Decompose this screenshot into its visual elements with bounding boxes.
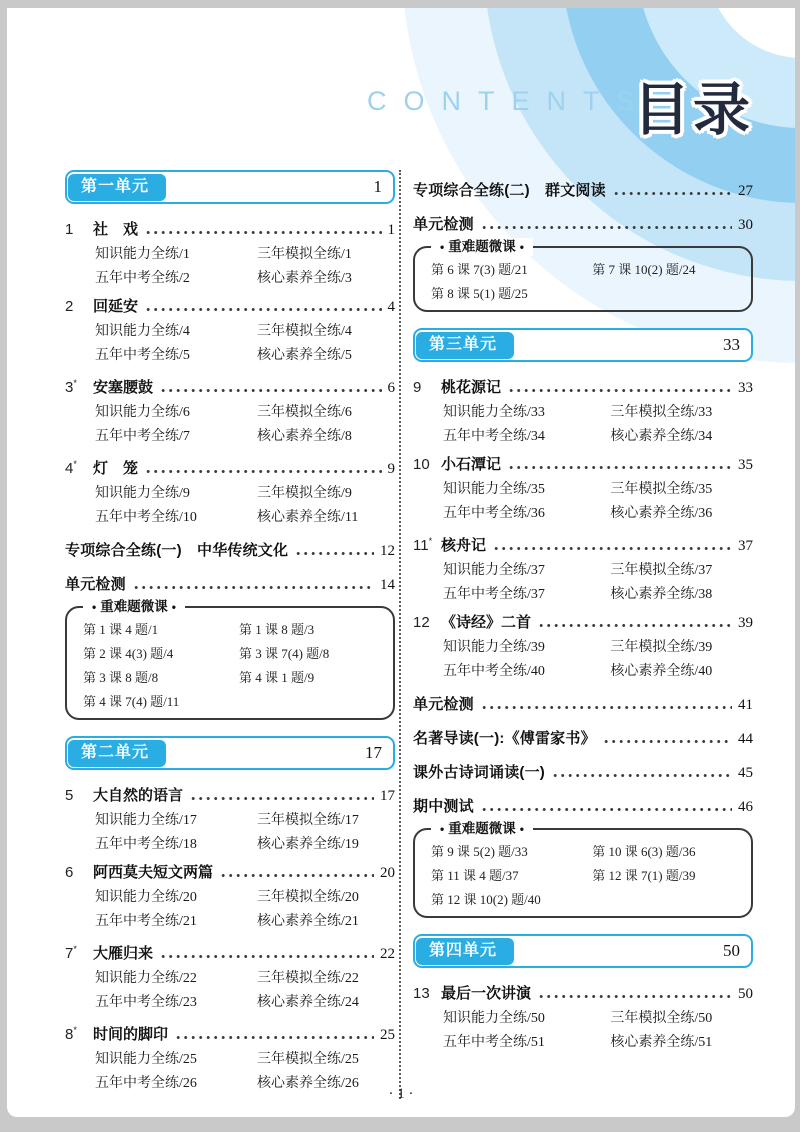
lesson-subentries — [413, 1007, 753, 1055]
micro-lecture-box-title — [431, 820, 533, 838]
sub-entry: 知识能力全练/37 — [443, 563, 545, 578]
sub-entry: 核心素养全练/19 — [257, 837, 359, 852]
page-number: 44 — [738, 731, 753, 747]
toc-badge: 目录 — [633, 78, 753, 142]
lesson-number: 3* — [65, 378, 77, 396]
star-marker: * — [73, 1025, 77, 1035]
dot-leader — [161, 950, 374, 963]
lesson-title: 大雁归来 — [93, 945, 154, 962]
sub-entry: 五年中考全练/51 — [443, 1035, 545, 1050]
lesson-title-row — [413, 610, 753, 636]
special-entry-label: 单元检测 — [413, 216, 474, 233]
sub-entry: 三年模拟全练/37 — [610, 563, 713, 578]
page-number: 46 — [738, 799, 753, 815]
sub-entry: 五年中考全练/21 — [95, 914, 197, 929]
lesson-entry — [413, 452, 753, 526]
sub-entry: 五年中考全练/7 — [95, 429, 190, 444]
sub-entry: 知识能力全练/22 — [95, 971, 197, 986]
lesson-subentries — [65, 967, 395, 1015]
sub-entry: 三年模拟全练/17 — [257, 813, 359, 828]
page-number: 12 — [380, 543, 395, 559]
micro-lecture-box — [65, 599, 395, 720]
star-marker: * — [73, 378, 77, 388]
dot-leader — [296, 547, 374, 560]
lesson-title: 阿西莫夫短文两篇 — [93, 864, 214, 881]
page-number: 37 — [738, 538, 753, 554]
unit-page-number: 50 — [723, 941, 740, 960]
page-number: 27 — [738, 183, 753, 199]
toc-page — [7, 8, 795, 1117]
sub-entry: 三年模拟全练/25 — [257, 1052, 359, 1067]
sub-entry: 核心素养全练/24 — [257, 995, 359, 1010]
bullet-icon: • — [92, 600, 97, 614]
lesson-entry — [65, 860, 395, 934]
micro-lecture-item: 第 2 课 4(3) 题/4 — [83, 646, 174, 661]
sub-entry: 五年中考全练/23 — [95, 995, 197, 1010]
sub-entry: 核心素养全练/36 — [610, 506, 713, 521]
lesson-number: 12 — [413, 614, 430, 631]
sub-entry: 核心素养全练/21 — [257, 914, 359, 929]
micro-lecture-item: 第 4 课 1 题/9 — [239, 670, 315, 685]
micro-lecture-items — [83, 618, 383, 714]
dot-leader — [176, 1031, 374, 1044]
dot-leader — [509, 384, 732, 397]
special-entry — [413, 212, 753, 238]
contents-title: CONTENTS — [367, 86, 652, 116]
sub-entry: 核心素养全练/8 — [257, 429, 352, 444]
lesson-title-row — [65, 860, 395, 886]
sub-entry: 三年模拟全练/39 — [610, 640, 713, 655]
sub-entry: 知识能力全练/6 — [95, 405, 190, 420]
micro-lecture-item: 第 1 课 4 题/1 — [83, 622, 159, 637]
lesson-title-row — [65, 452, 395, 482]
micro-lecture-item: 第 3 课 8 题/8 — [83, 670, 159, 685]
sub-entry: 三年模拟全练/35 — [610, 482, 713, 497]
bullet-icon: • — [171, 600, 176, 614]
lesson-number: 8* — [65, 1025, 77, 1043]
special-entry-label: 课外古诗词诵读(一) — [413, 764, 545, 781]
lesson-title-row — [413, 452, 753, 478]
lesson-subentries — [413, 636, 753, 684]
sub-entry: 核心素养全练/26 — [257, 1076, 359, 1091]
micro-lecture-item: 第 12 课 7(1) 题/39 — [592, 868, 696, 883]
lesson-title: 回延安 — [93, 298, 139, 315]
unit-title: 第二单元 — [68, 740, 166, 767]
sub-entry: 核心素养全练/40 — [610, 664, 713, 679]
special-entry-label: 期中测试 — [413, 798, 474, 815]
toc-columns — [65, 170, 753, 1099]
sub-entry: 三年模拟全练/50 — [610, 1011, 713, 1026]
lesson-title-row — [65, 937, 395, 967]
lesson-number: 1 — [65, 221, 74, 238]
sub-entry: 知识能力全练/33 — [443, 405, 545, 420]
lesson-entry — [413, 981, 753, 1055]
dot-leader — [553, 769, 732, 782]
lesson-subentries — [65, 1048, 395, 1096]
sub-entry: 核心素养全练/34 — [610, 429, 713, 444]
dot-leader — [482, 221, 732, 234]
lesson-title-row — [65, 783, 395, 809]
lesson-subentries — [413, 559, 753, 607]
special-entry-label: 单元检测 — [65, 576, 126, 593]
micro-lecture-item: 第 1 课 8 题/3 — [239, 622, 315, 637]
sub-entry: 知识能力全练/20 — [95, 890, 197, 905]
dot-leader — [146, 465, 381, 478]
lesson-title: 大自然的语言 — [93, 787, 184, 804]
sub-entry: 五年中考全练/40 — [443, 664, 545, 679]
sub-entry: 五年中考全练/2 — [95, 271, 190, 286]
sub-entry: 三年模拟全练/6 — [257, 405, 352, 420]
sub-entry: 三年模拟全练/20 — [257, 890, 359, 905]
page-number: 20 — [380, 865, 395, 881]
page-number: 4 — [387, 299, 395, 315]
lesson-number: 7* — [65, 944, 77, 962]
lesson-title: 桃花源记 — [441, 379, 502, 396]
page-number: 39 — [738, 615, 753, 631]
lesson-subentries — [65, 482, 395, 530]
bullet-icon: • — [440, 240, 445, 254]
lesson-subentries — [413, 478, 753, 526]
lesson-title: 核舟记 — [441, 537, 487, 554]
lesson-number: 10 — [413, 456, 430, 473]
star-marker: * — [73, 944, 77, 954]
lesson-title: 时间的脚印 — [93, 1026, 169, 1043]
sub-entry: 五年中考全练/10 — [95, 510, 197, 525]
lesson-entry — [413, 610, 753, 684]
lesson-subentries — [65, 320, 395, 368]
micro-lecture-item: 第 12 课 10(2) 题/40 — [431, 892, 541, 907]
unit-title: 第四单元 — [416, 938, 514, 965]
micro-lecture-item: 第 4 课 7(4) 题/11 — [83, 694, 180, 709]
special-entry — [413, 726, 753, 752]
dot-leader — [482, 701, 732, 714]
sub-entry: 知识能力全练/39 — [443, 640, 545, 655]
micro-lecture-box-title — [83, 598, 185, 616]
micro-lecture-item: 第 6 课 7(3) 题/21 — [431, 262, 528, 277]
special-entry — [413, 178, 753, 204]
unit-title: 第一单元 — [68, 174, 166, 201]
unit-page-number: 17 — [365, 743, 382, 762]
lesson-entry — [65, 371, 395, 449]
unit-header — [413, 328, 753, 362]
page-number: 17 — [380, 788, 395, 804]
bullet-icon: • — [440, 822, 445, 836]
lesson-title-row — [65, 294, 395, 320]
lesson-entry — [65, 452, 395, 530]
sub-entry: 三年模拟全练/9 — [257, 486, 352, 501]
star-marker: * — [73, 459, 77, 469]
special-entry-label: 单元检测 — [413, 696, 474, 713]
page-footer: · 1 · — [388, 1086, 414, 1102]
lesson-number: 6 — [65, 864, 74, 881]
sub-entry: 核心素养全练/5 — [257, 348, 352, 363]
dot-leader — [191, 792, 374, 805]
micro-lecture-box — [413, 821, 753, 918]
special-entry — [65, 572, 395, 598]
page-number: 41 — [738, 697, 753, 713]
sub-entry: 三年模拟全练/22 — [257, 971, 359, 986]
unit-header — [413, 934, 753, 968]
sub-entry: 知识能力全练/35 — [443, 482, 545, 497]
sub-entry: 核心素养全练/11 — [257, 510, 359, 525]
lesson-number: 4* — [65, 459, 77, 477]
sub-entry: 知识能力全练/50 — [443, 1011, 545, 1026]
micro-lecture-items — [431, 258, 741, 306]
special-entry — [413, 692, 753, 718]
sub-entry: 五年中考全练/5 — [95, 348, 190, 363]
dot-leader — [509, 461, 732, 474]
unit-page-number: 1 — [373, 177, 382, 196]
lesson-title: 最后一次讲演 — [441, 985, 532, 1002]
sub-entry: 五年中考全练/37 — [443, 587, 545, 602]
column-divider — [399, 170, 401, 1099]
lesson-title-row — [413, 981, 753, 1007]
lesson-title: 安塞腰鼓 — [93, 379, 154, 396]
lesson-title: 《诗经》二首 — [441, 614, 532, 631]
bullet-icon: • — [519, 822, 524, 836]
lesson-entry — [65, 937, 395, 1015]
sub-entry: 五年中考全练/18 — [95, 837, 197, 852]
toc-column-right — [413, 170, 753, 1099]
page-number: 50 — [738, 986, 753, 1002]
lesson-title-row — [65, 371, 395, 401]
dot-leader — [161, 384, 381, 397]
unit-header — [65, 736, 395, 770]
sub-entry: 核心素养全练/3 — [257, 271, 352, 286]
micro-lecture-item: 第 9 课 5(2) 题/33 — [431, 844, 528, 859]
page-number: 6 — [387, 380, 395, 396]
sub-entry: 三年模拟全练/4 — [257, 324, 352, 339]
toc-column-left — [65, 170, 395, 1099]
micro-lecture-items — [431, 840, 741, 912]
sub-entry: 三年模拟全练/33 — [610, 405, 713, 420]
lesson-entry — [413, 375, 753, 449]
lesson-title: 小石潭记 — [441, 456, 502, 473]
dot-leader — [539, 619, 732, 632]
dot-leader — [482, 803, 732, 816]
lesson-title-row — [413, 375, 753, 401]
unit-title: 第三单元 — [416, 332, 514, 359]
sub-entry: 知识能力全练/1 — [95, 247, 190, 262]
bullet-icon: • — [519, 240, 524, 254]
lesson-subentries — [65, 809, 395, 857]
micro-lecture-item: 第 8 课 5(1) 题/25 — [431, 286, 528, 301]
sub-entry: 核心素养全练/38 — [610, 587, 713, 602]
dot-leader — [146, 303, 381, 316]
lesson-number: 13 — [413, 985, 430, 1002]
special-entry — [413, 794, 753, 820]
micro-lecture-box-title-text: 重难题微课 — [448, 821, 516, 836]
lesson-entry — [65, 1018, 395, 1096]
lesson-title-row — [65, 217, 395, 243]
special-entry — [65, 538, 395, 564]
lesson-entry — [65, 217, 395, 291]
page-number: 35 — [738, 457, 753, 473]
micro-lecture-box-title — [431, 238, 533, 256]
special-entry — [413, 760, 753, 786]
page-number: 9 — [387, 461, 395, 477]
micro-lecture-box-title-text: 重难题微课 — [448, 239, 516, 254]
sub-entry: 五年中考全练/26 — [95, 1076, 197, 1091]
sub-entry: 五年中考全练/34 — [443, 429, 545, 444]
micro-lecture-item: 第 11 课 4 题/37 — [431, 868, 519, 883]
sub-entry: 五年中考全练/36 — [443, 506, 545, 521]
sub-entry: 知识能力全练/9 — [95, 486, 190, 501]
lesson-number: 2 — [65, 298, 74, 315]
lesson-title-row — [65, 1018, 395, 1048]
micro-lecture-item: 第 7 课 10(2) 题/24 — [592, 262, 696, 277]
special-entry-label: 专项综合全练(一) 中华传统文化 — [65, 542, 289, 559]
micro-lecture-item: 第 3 课 7(4) 题/8 — [239, 646, 330, 661]
micro-lecture-box-title-text: 重难题微课 — [100, 599, 168, 614]
micro-lecture-box — [413, 239, 753, 312]
dot-leader — [146, 226, 381, 239]
star-marker: * — [428, 536, 433, 546]
lesson-title-row — [413, 529, 753, 559]
lesson-subentries — [65, 886, 395, 934]
dot-leader — [221, 869, 374, 882]
sub-entry: 三年模拟全练/1 — [257, 247, 352, 262]
unit-page-number: 33 — [723, 335, 740, 354]
lesson-subentries — [413, 401, 753, 449]
special-entry-label: 专项综合全练(二) 群文阅读 — [413, 182, 606, 199]
lesson-entry — [65, 783, 395, 857]
sub-entry: 知识能力全练/25 — [95, 1052, 197, 1067]
page-number: 22 — [380, 946, 395, 962]
page-number: 45 — [738, 765, 753, 781]
lesson-number: 9 — [413, 379, 422, 396]
page-number: 14 — [380, 577, 395, 593]
dot-leader — [494, 542, 732, 555]
page-number: 1 — [387, 222, 395, 238]
dot-leader — [134, 581, 374, 594]
page-number: 33 — [738, 380, 753, 396]
lesson-title: 灯 笼 — [93, 460, 139, 477]
special-entry-label: 名著导读(一):《傅雷家书》 — [413, 730, 596, 747]
sub-entry: 知识能力全练/4 — [95, 324, 190, 339]
micro-lecture-item: 第 10 课 6(3) 题/36 — [592, 844, 696, 859]
lesson-number: 11* — [413, 536, 433, 554]
page-number: 30 — [738, 217, 753, 233]
lesson-number: 5 — [65, 787, 74, 804]
lesson-title: 社 戏 — [93, 221, 139, 238]
dot-leader — [614, 187, 732, 200]
lesson-subentries — [65, 401, 395, 449]
page-number: 25 — [380, 1027, 395, 1043]
dot-leader — [604, 735, 732, 748]
dot-leader — [539, 990, 732, 1003]
sub-entry: 核心素养全练/51 — [610, 1035, 713, 1050]
sub-entry: 知识能力全练/17 — [95, 813, 197, 828]
lesson-entry — [413, 529, 753, 607]
lesson-entry — [65, 294, 395, 368]
lesson-subentries — [65, 243, 395, 291]
unit-header — [65, 170, 395, 204]
